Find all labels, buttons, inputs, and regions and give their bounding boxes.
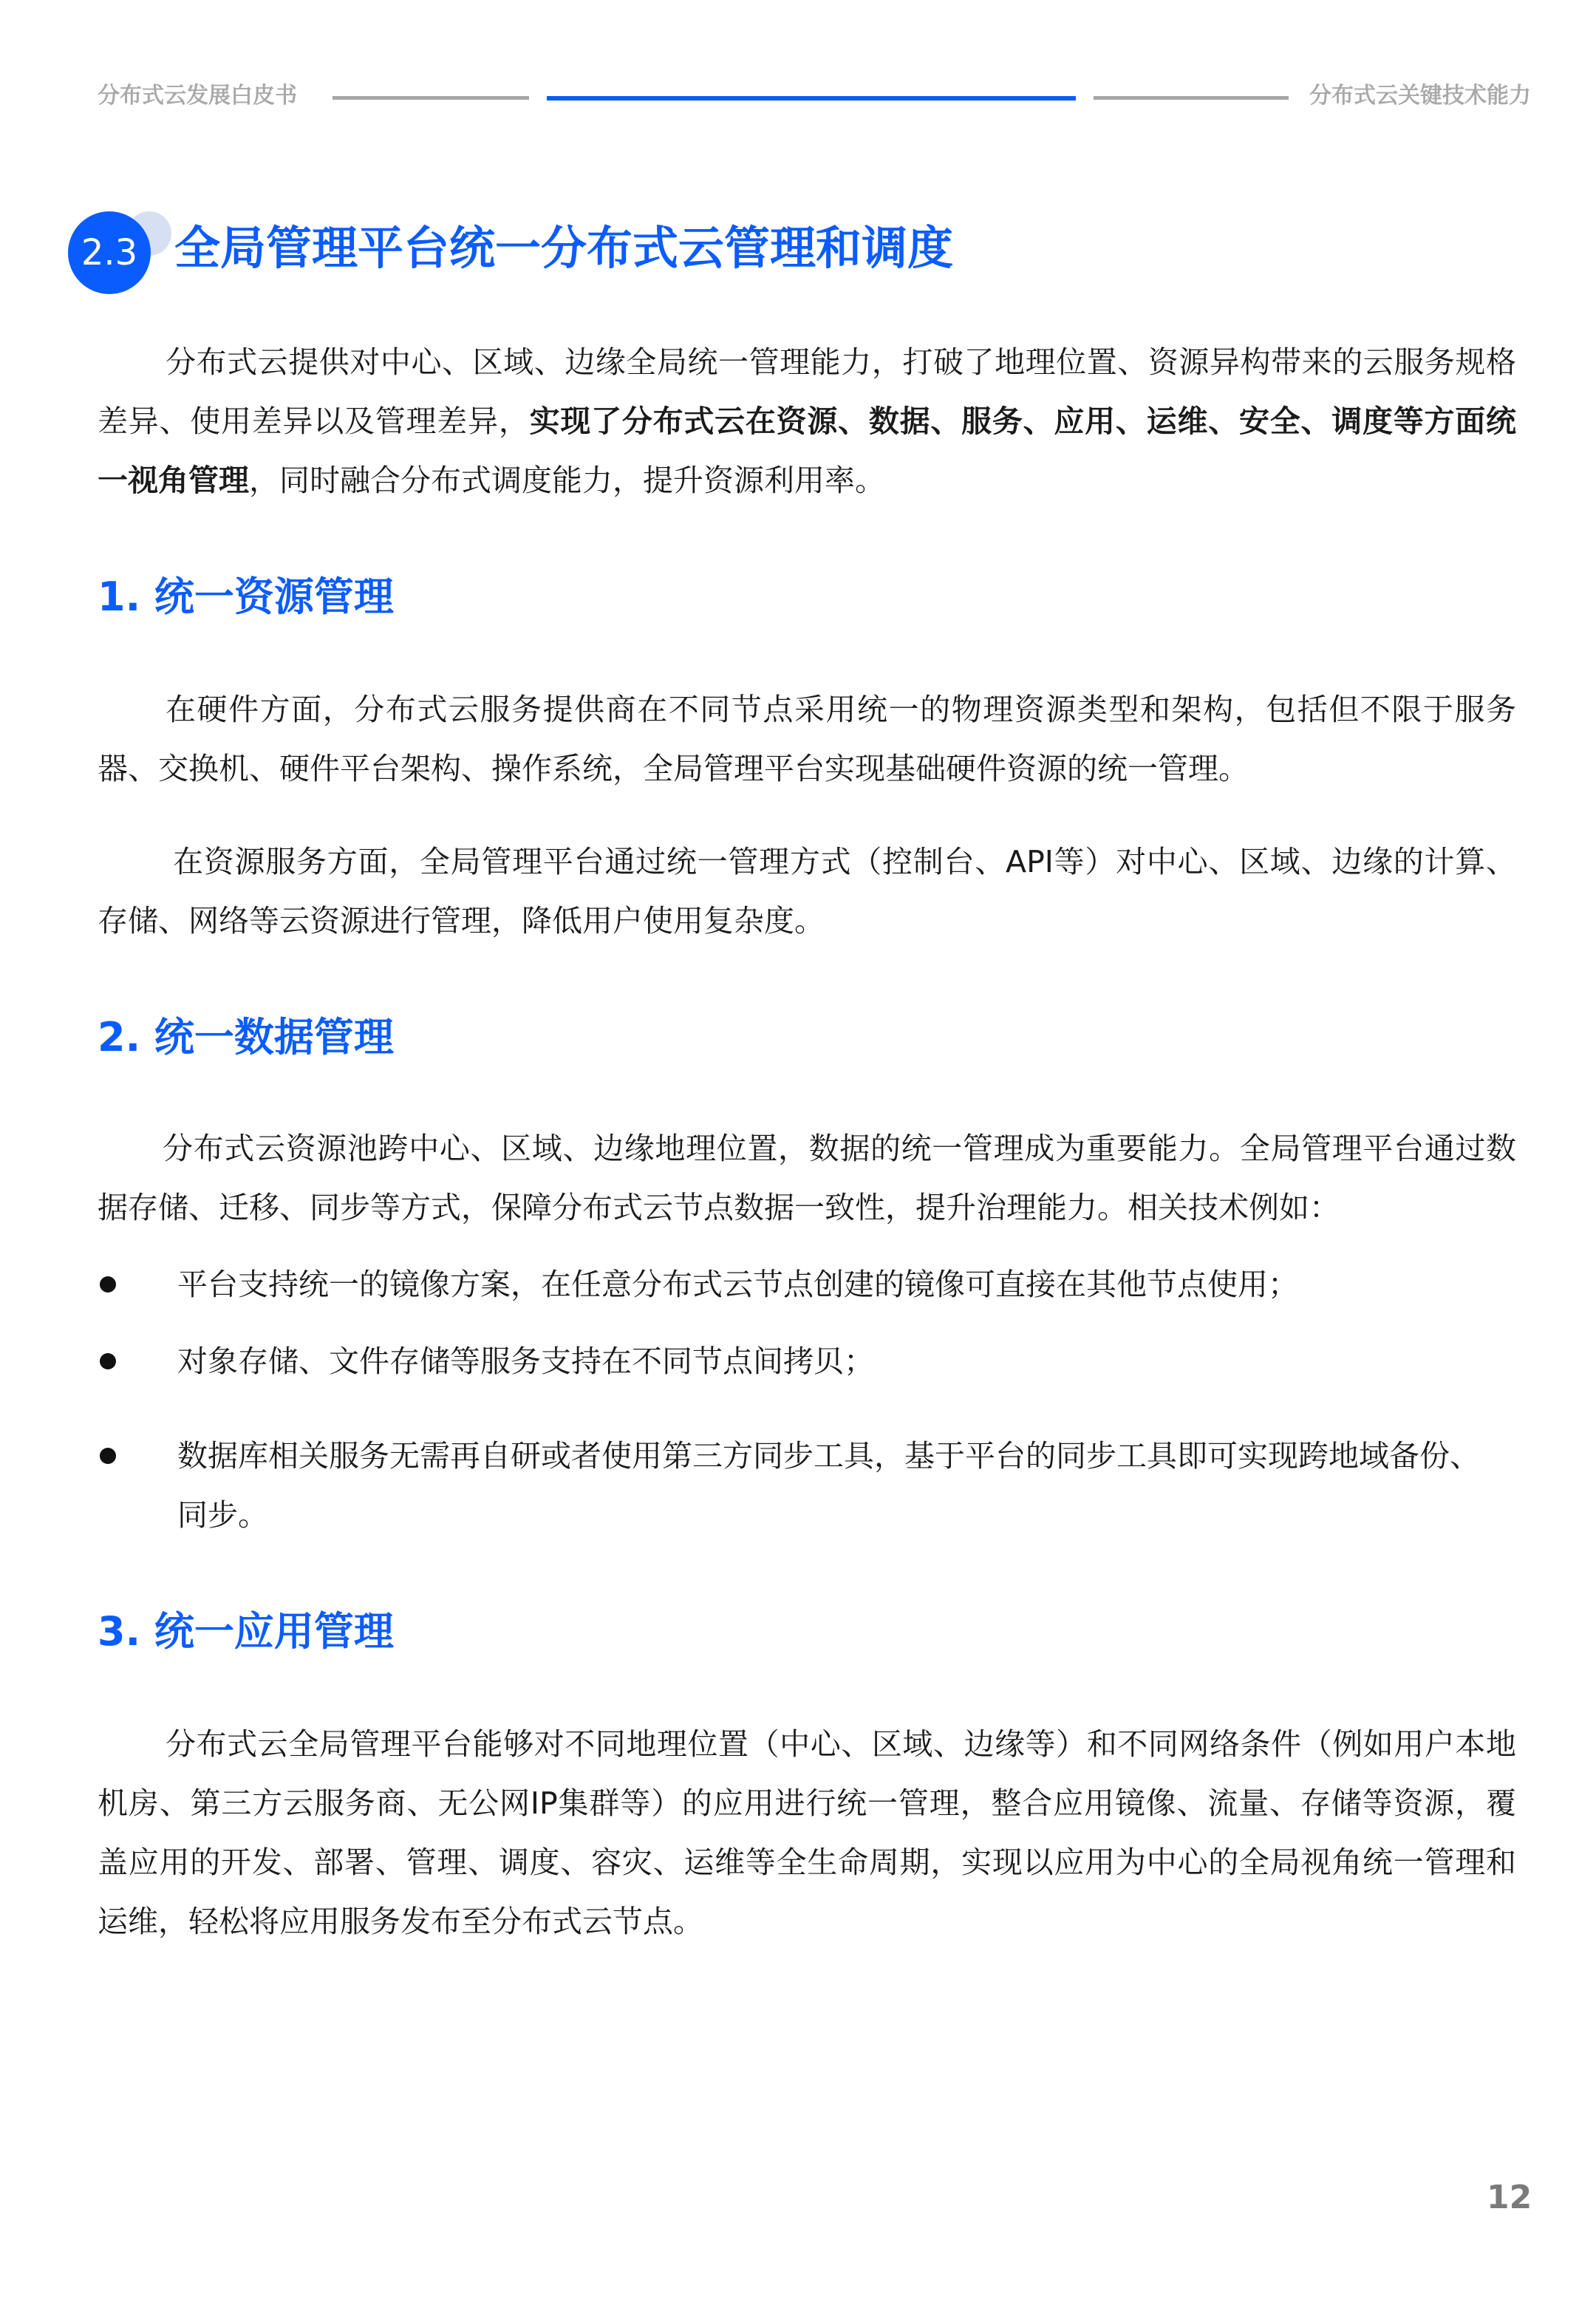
subsection-heading-data: 2. 统一数据管理 bbox=[98, 1014, 394, 1060]
paragraph-resource-service: 在资源服务方面，全局管理平台通过统一管理方式（控制台、API等）对中心、区域、边缘的计算、存储、网络等云资源进行管理，降低用户使用复杂度。 bbox=[98, 844, 1516, 939]
intro-paragraph bbox=[98, 333, 1516, 510]
paragraph-hardware: 在硬件方面，分布式云服务提供商在不同节点采用统一的物理资源类型和架构，包括但不限于服务器、交换机、硬件平台架构、操作系统，全局管理平台实现基础硬件资源的统一管理。 bbox=[98, 692, 1516, 786]
subsection-heading-resource: 1. 统一资源管理 bbox=[98, 573, 394, 620]
paragraph-data: 分布式云资源池跨中心、区域、边缘地理位置，数据的统一管理成为重要能力。全局管理平台通过数据存储、迁移、同步等方式，保障分布式云节点数据一致性，提升治理能力。相关技术例如： bbox=[98, 1131, 1516, 1225]
header-divider-left bbox=[332, 96, 529, 100]
header-divider-accent bbox=[547, 96, 1076, 101]
intro-bold-text: 实现了分布式云在资源、数据、服务、应用、运维、安全、调度等方面统一视角管理 bbox=[98, 404, 1516, 498]
bullet-item: 对象存储、文件存储等服务支持在不同节点间拷贝； bbox=[177, 1344, 874, 1379]
bullet-item: 平台支持统一的镜像方案，在任意分布式云节点创建的镜像可直接在其他节点使用； bbox=[177, 1267, 1298, 1302]
section-title: 全局管理平台统一分布式云管理和调度 bbox=[174, 221, 954, 275]
bullet-icon bbox=[100, 1276, 116, 1293]
subsection-heading-application: 3. 统一应用管理 bbox=[98, 1608, 394, 1655]
intro-text-end: ，同时融合分布式调度能力，提升资源利用率。 bbox=[249, 463, 885, 498]
bullet-icon bbox=[100, 1448, 116, 1464]
section-number-badge: 2.3 bbox=[68, 211, 151, 294]
paragraph-application: 分布式云全局管理平台能够对不同地理位置（中心、区域、边缘等）和不同网络条件（例如用户本地机房、第三方云服务商、无公网IP集群等）的应用进行统一管理，整合应用镜像、流量、存储等资源，覆盖应用的开发、部署、管理、调度、容灾、运维等全生命周期，实现以应用为中心的全局视角统一管理和运维，轻松将应用服务发布至分布式云节点。 bbox=[98, 1726, 1516, 1939]
bullet-icon bbox=[100, 1353, 116, 1369]
intro-text: 分布式云提供对中心、区域、边缘全局统一管理能力，打破了地理位置、资源异构带来的云服务规格差异、使用差异以及管理差异， bbox=[98, 344, 1516, 439]
header-doc-title: 分布式云发展白皮书 bbox=[98, 83, 297, 109]
header-chapter-title: 分布式云关键技术能力 bbox=[1309, 83, 1531, 109]
header-divider-right bbox=[1094, 96, 1289, 100]
bullet-item: 数据库相关服务无需再自研或者使用第三方同步工具，基于平台的同步工具即可实现跨地域备份、同步。 bbox=[177, 1438, 1480, 1533]
page-number: 12 bbox=[1487, 2179, 1532, 2216]
